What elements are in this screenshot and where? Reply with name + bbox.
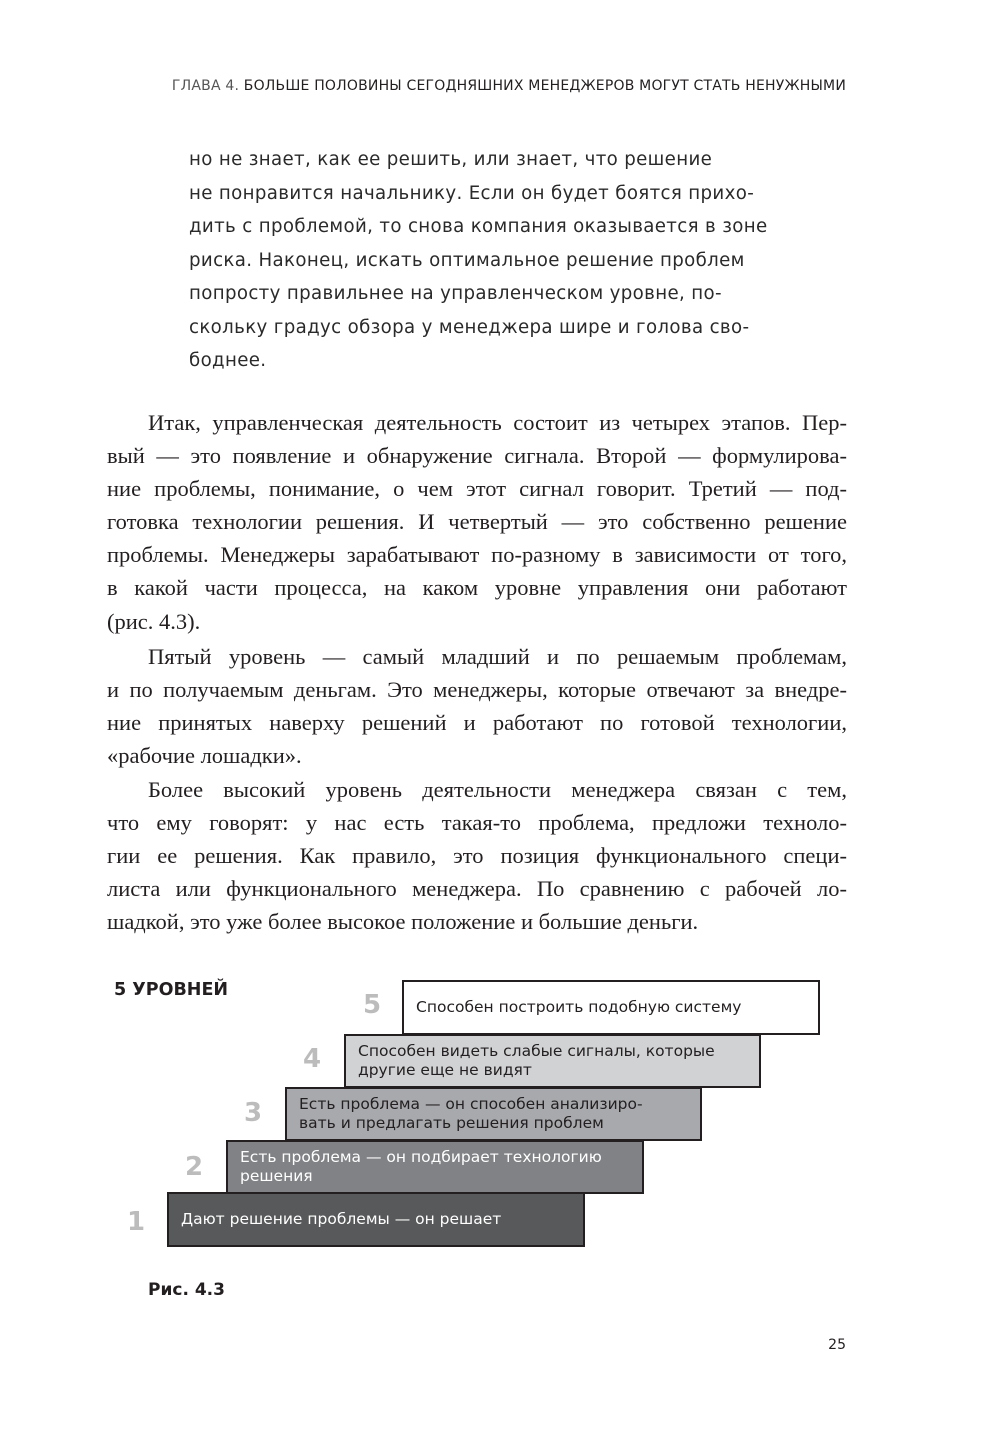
- level-text: решения: [240, 1167, 313, 1185]
- quote-line: дить с проблемой, то снова компания оказывается в зоне: [189, 216, 768, 237]
- level-number: 1: [127, 1207, 146, 1237]
- level-step: [285, 1087, 702, 1141]
- text-line: Итак, управленческая деятельность состоит из четырех этапов. Пер-: [148, 410, 847, 435]
- quote-line: риска. Наконец, искать оптимальное решение проблем: [189, 249, 745, 271]
- quote-line: скольку градус обзора у менеджера шире и голова сво-: [189, 316, 750, 338]
- text-line: Более высокий уровень деятельности менеджера связан с тем,: [148, 777, 847, 802]
- text-line: готовка технологии решения. И четвертый — это собственно решение: [107, 509, 847, 535]
- text-line: в какой части процесса, на каком уровне управления они работают: [107, 575, 847, 601]
- level-step: [344, 1034, 761, 1088]
- quote-line: боднее.: [189, 350, 267, 371]
- level-text: Есть проблема — он подбирает технологию: [240, 1148, 602, 1166]
- level-number: 5: [363, 990, 382, 1020]
- page-number: 25: [828, 1337, 846, 1353]
- running-head: [0, 78, 846, 94]
- text-line: шадкой, это уже более высокое положение и большие деньги.: [107, 909, 699, 935]
- text-line: ние проблемы, понимание, о чем этот сигнал говорит. Третий — под-: [107, 476, 847, 502]
- text-line: «рабочие лошадки».: [107, 743, 302, 769]
- quote-line: не понравится начальнику. Если он будет боятся прихо-: [189, 182, 755, 204]
- text-line: листа или функционального менеджера. По сравнению с рабочей ло-: [107, 876, 847, 902]
- text-line: вый — это появление и обнаружение сигнала. Второй — формулирова-: [107, 443, 847, 469]
- text-line: и по получаемым деньгам. Это менеджеры, которые отвечают за внедре-: [107, 677, 847, 703]
- text-line: Пятый уровень — самый младший и по решаемым проблемам,: [148, 644, 847, 669]
- text-line: (рис. 4.3).: [107, 608, 201, 634]
- level-number: 2: [185, 1152, 204, 1182]
- quote-line: но не знает, как ее решить, или знает, что решение: [189, 149, 713, 170]
- level-text: Способен видеть слабые сигналы, которые: [358, 1042, 715, 1060]
- paragraph-3: [107, 773, 847, 938]
- paragraph-2: [107, 640, 847, 772]
- paragraph-1: [107, 406, 847, 638]
- figure-title: 5 УРОВНЕЙ: [114, 980, 229, 1000]
- level-text: другие еще не видят: [358, 1061, 532, 1079]
- level-step: [167, 1192, 585, 1247]
- chapter-title: БОЛЬШЕ ПОЛОВИНЫ СЕГОДНЯШНИХ МЕНЕДЖЕРОВ МОГУТ СТАТЬ НЕНУЖНЫМИ: [243, 78, 846, 94]
- level-number: 3: [244, 1098, 263, 1128]
- level-step: [402, 980, 820, 1035]
- level-text: Есть проблема — он способен анализиро-: [299, 1095, 643, 1113]
- quote-line: попросту правильнее на управленческом уровне, по-: [189, 283, 722, 304]
- figure-caption: Рис. 4.3: [148, 1280, 225, 1300]
- level-number: 4: [303, 1044, 322, 1074]
- chapter-label: ГЛАВА 4.: [171, 78, 240, 94]
- text-line: ние принятых наверху решений и работают по готовой технологии,: [107, 710, 847, 736]
- level-text: Дают решение проблемы — он решает: [181, 1210, 502, 1228]
- text-line: проблемы. Менеджеры зарабатывают по-разному в зависимости от того,: [107, 542, 847, 568]
- quote-block: [189, 143, 849, 378]
- text-line: что ему говорят: у нас есть такая-то проблема, предложи техноло-: [107, 810, 847, 836]
- level-text: вать и предлагать решения проблем: [299, 1114, 604, 1132]
- text-line: гии ее решения. Как правило, это позиция функционального специ-: [107, 843, 847, 869]
- level-text: Способен построить подобную систему: [416, 998, 742, 1016]
- level-step: [226, 1140, 644, 1194]
